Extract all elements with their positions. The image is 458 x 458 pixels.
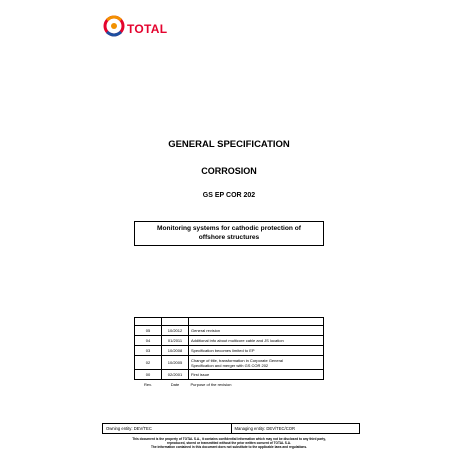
- table-row: [135, 346, 324, 356]
- purpose-cell: [189, 356, 324, 370]
- purpose-cell: First issue: [189, 370, 324, 380]
- total-logo: [103, 14, 183, 42]
- table-header-row: [135, 380, 324, 390]
- total-logo-icon: [103, 14, 125, 38]
- confidentiality-footer: [0, 437, 458, 449]
- rev-cell: 04: [135, 336, 162, 346]
- rev-cell: 05: [135, 326, 162, 336]
- table-row: [135, 336, 324, 346]
- table-row: [135, 356, 324, 370]
- managing-entity: Managing entity: DEV/TEC/COR: [232, 423, 361, 434]
- purpose-cell: General revision: [189, 326, 324, 336]
- table-row: [135, 326, 324, 336]
- rev-header: Rev.: [144, 382, 152, 387]
- date-cell: 02/2001: [162, 370, 189, 380]
- purpose-line-1: Change of title, transformation in Corporate General: [191, 357, 284, 363]
- rev-cell: 02: [135, 356, 162, 370]
- document-discipline: CORROSION: [201, 166, 257, 176]
- purpose-cell: Specification becomes limited to EP: [189, 346, 324, 356]
- footer-line-3: The information contained in this document does not substitute to the applicable laws and regulations.: [150, 445, 308, 449]
- footer-line-2: reproduced, stored or transmitted without the prior written consent of TOTAL S.A.: [167, 441, 291, 445]
- logo-text: TOTAL: [127, 22, 168, 36]
- rev-cell: [135, 318, 162, 326]
- rev-cell: 03: [135, 346, 162, 356]
- revision-table: [134, 317, 324, 389]
- subject-line-2: offshore structures: [198, 233, 260, 241]
- table-row: [135, 318, 324, 326]
- purpose-header: Purpose of the revision: [190, 382, 232, 387]
- footer-line-1: This document is the property of TOTAL S.A., it contains confidential information which may not be disclosed to any third party,: [132, 437, 326, 441]
- document-subject-box: [134, 221, 324, 246]
- purpose-cell: [189, 318, 324, 326]
- date-cell: [162, 318, 189, 326]
- document-code: GS EP COR 202: [202, 192, 256, 199]
- owning-entity: Owning entity: DEV/TEC: [102, 423, 232, 434]
- table-row: [135, 370, 324, 380]
- date-cell: 10/2005: [162, 356, 189, 370]
- subject-line-1: Monitoring systems for cathodic protection of: [157, 225, 301, 232]
- document-title: GENERAL SPECIFICATION: [168, 139, 290, 150]
- rev-cell: 00: [135, 370, 162, 380]
- date-header: Date: [170, 382, 180, 387]
- purpose-cell: Additional info about multicore cable and JS location: [189, 336, 324, 346]
- date-cell: 10/2008: [162, 346, 189, 356]
- entities-bar: [102, 423, 360, 434]
- purpose-line-2: Specification and merger with GS COR 202: [191, 362, 269, 368]
- date-cell: 01/2011: [162, 336, 189, 346]
- date-cell: 10/2012: [162, 326, 189, 336]
